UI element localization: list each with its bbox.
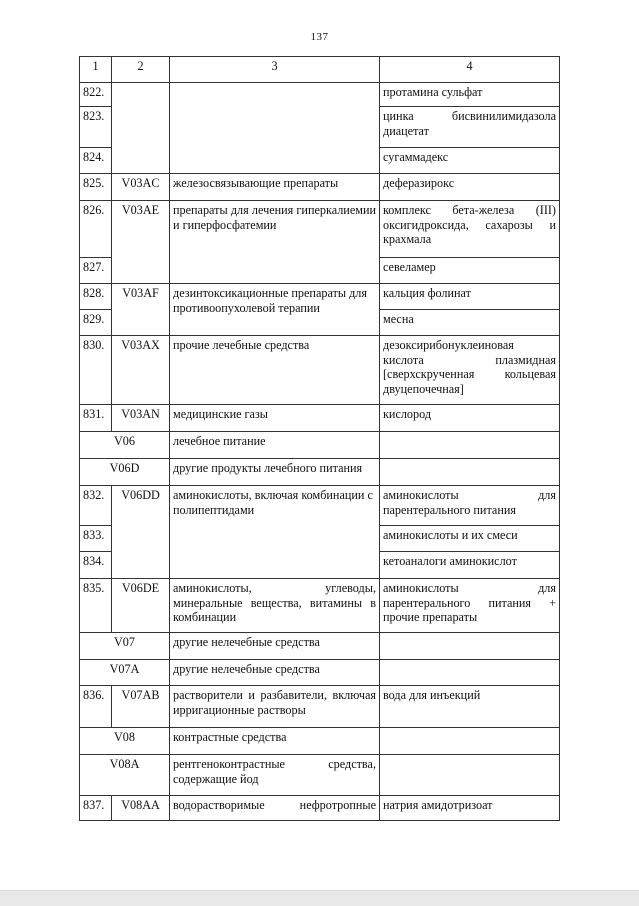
drug-name: протамина сульфат [380,83,560,107]
table-row [80,796,560,821]
group-name: препараты для лечения гиперкалиемии и гиперфосфатемии [170,201,380,284]
table-row [80,336,560,405]
table-row [80,660,560,686]
row-number: 829. [80,310,112,336]
atc-code: V06D [80,459,170,486]
atc-code: V03AF [112,284,170,336]
header-cell: 2 [112,57,170,83]
row-number: 832. [80,486,112,526]
drug-name [380,728,560,755]
header-cell: 4 [380,57,560,83]
group-name: дезинтоксикационные препараты для противоопухолевой терапии [170,284,380,336]
group-name: водорастворимые нефротропные [170,796,380,821]
group-name: железосвязывающие препараты [170,174,380,201]
table-row [80,579,560,633]
row-number: 836. [80,686,112,728]
table-row [80,486,560,526]
row-number: 822. [80,83,112,107]
group-name: другие нелечебные средства [170,660,380,686]
drug-name [380,633,560,660]
medication-table [79,56,560,821]
group-name: аминокислоты, углеводы, минеральные вещества, витамины в комбинации [170,579,380,633]
drug-name [380,459,560,486]
group-name: другие продукты лечебного питания [170,459,380,486]
atc-code: V07A [80,660,170,686]
atc-code: V06DD [112,486,170,579]
atc-code: V07 [80,633,170,660]
table-row [80,755,560,796]
header-cell: 1 [80,57,112,83]
row-number: 833. [80,526,112,552]
drug-name: цинка бисвинилимидазола диацетат [380,107,560,148]
row-number: 824. [80,148,112,174]
row-number: 830. [80,336,112,405]
group-name: рентгеноконтрастные средства, содержащие йод [170,755,380,796]
table-row [80,284,560,310]
header-cell: 3 [170,57,380,83]
group-name: медицинские газы [170,405,380,432]
drug-name: дезоксирибонуклеиновая кислота плазмидная [сверхскрученная кольцевая двуцепочечная] [380,336,560,405]
row-number: 831. [80,405,112,432]
row-number: 828. [80,284,112,310]
group-name: контрастные средства [170,728,380,755]
atc-code [112,83,170,174]
drug-name [380,660,560,686]
table-row [80,459,560,486]
atc-code: V08AA [112,796,170,821]
table-row [80,728,560,755]
scroll-strip [0,890,639,906]
drug-name: месна [380,310,560,336]
row-number: 827. [80,258,112,284]
group-name: другие нелечебные средства [170,633,380,660]
row-number: 835. [80,579,112,633]
drug-name: аминокислоты для парентерального питания + прочие препараты [380,579,560,633]
drug-name: деферазирокс [380,174,560,201]
group-name: аминокислоты, включая комбинации с полипептидами [170,486,380,579]
row-number: 834. [80,552,112,579]
header-row [80,57,560,83]
row-number: 826. [80,201,112,258]
drug-name: натрия амидотризоат [380,796,560,821]
page-number: 137 [310,31,329,43]
drug-name: вода для инъекций [380,686,560,728]
atc-code: V07AB [112,686,170,728]
table-row [80,201,560,258]
atc-code: V08A [80,755,170,796]
row-number: 823. [80,107,112,148]
drug-name: комплекс бета-железа (III) оксигидроксида, сахарозы и крахмала [380,201,560,258]
drug-name: аминокислоты для парентерального питания [380,486,560,526]
drug-name: кальция фолинат [380,284,560,310]
table-row [80,686,560,728]
drug-name: кетоаналоги аминокислот [380,552,560,579]
atc-code: V06DE [112,579,170,633]
group-name [170,83,380,174]
table-row [80,633,560,660]
table-row [80,432,560,459]
atc-code: V06 [80,432,170,459]
drug-name: сугаммадекс [380,148,560,174]
atc-code: V03AC [112,174,170,201]
table-row [80,405,560,432]
table-row [80,174,560,201]
drug-name [380,755,560,796]
group-name: растворители и разбавители, включая ирригационные растворы [170,686,380,728]
atc-code: V03AE [112,201,170,284]
group-name: лечебное питание [170,432,380,459]
atc-code: V03AN [112,405,170,432]
row-number: 837. [80,796,112,821]
group-name: прочие лечебные средства [170,336,380,405]
drug-name: аминокислоты и их смеси [380,526,560,552]
atc-code: V03AX [112,336,170,405]
atc-code: V08 [80,728,170,755]
table-row [80,83,560,107]
drug-name [380,432,560,459]
row-number: 825. [80,174,112,201]
drug-name: кислород [380,405,560,432]
drug-name: севеламер [380,258,560,284]
